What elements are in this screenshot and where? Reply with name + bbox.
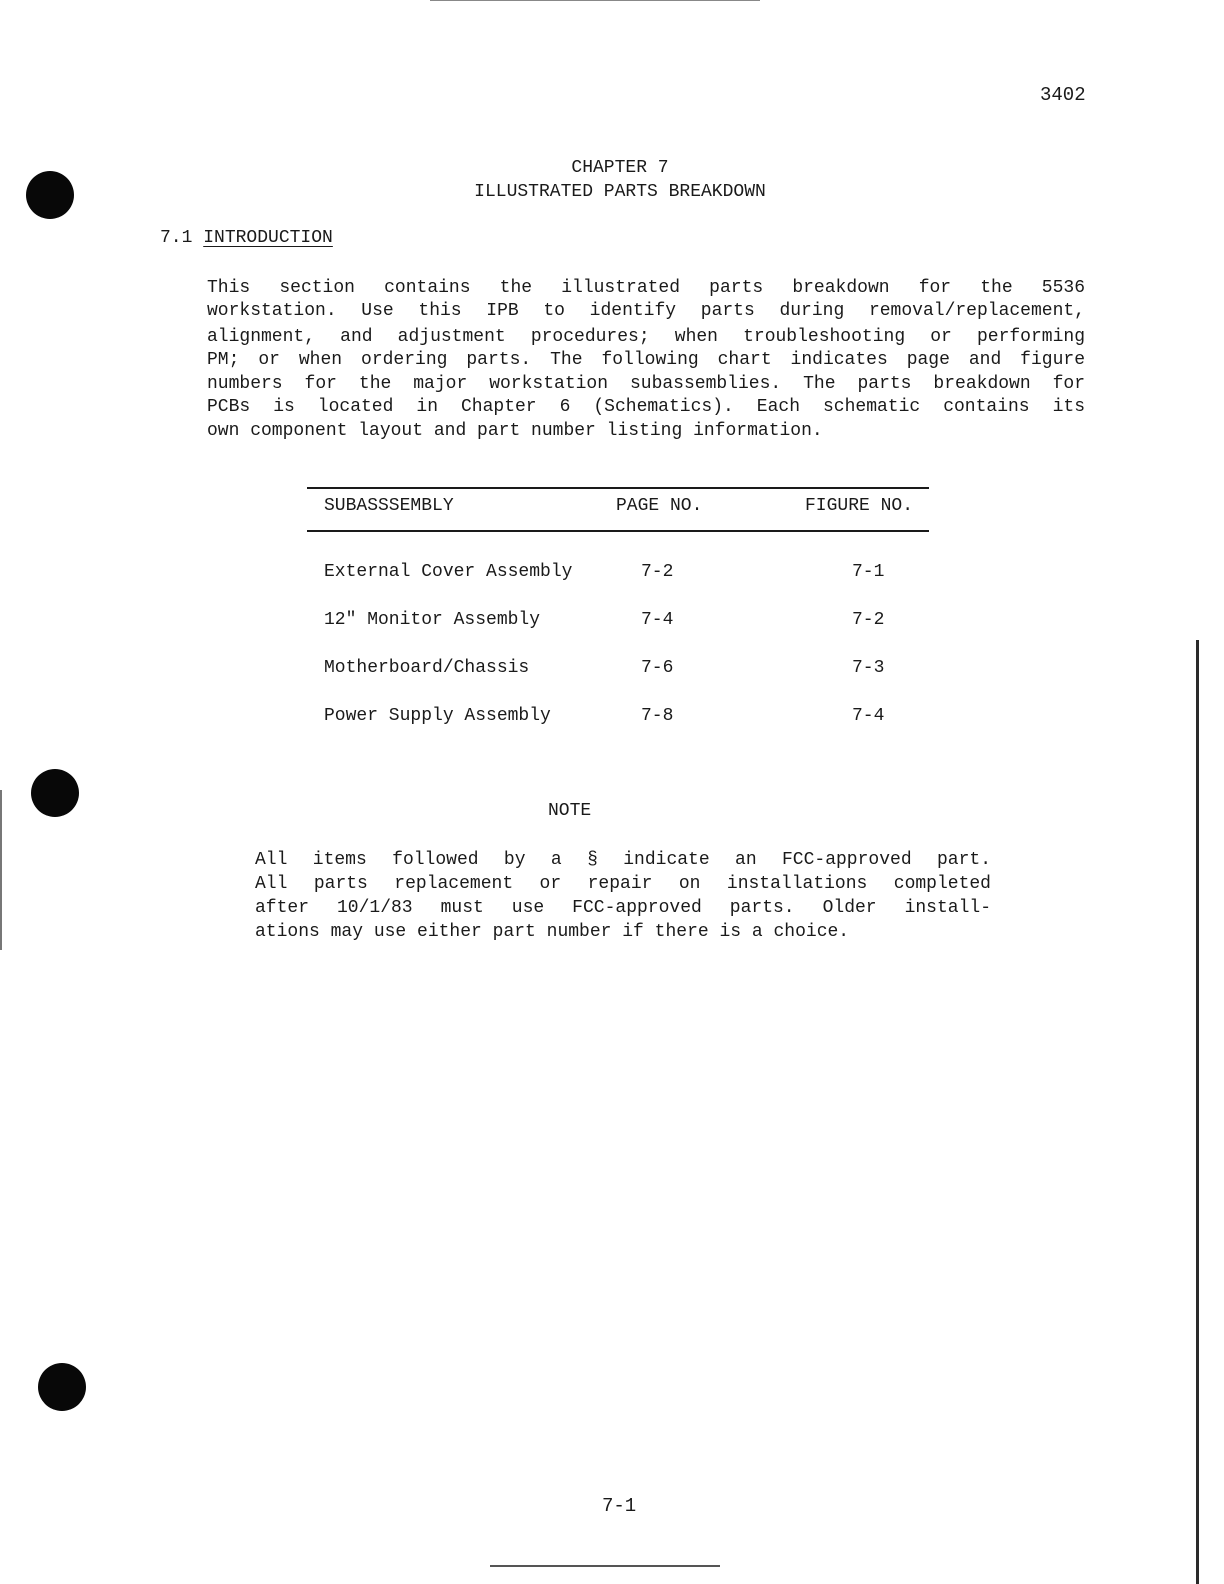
note-line: ations may use either part number if there is a choice.	[255, 922, 850, 942]
chapter-title: ILLUSTRATED PARTS BREAKDOWN	[474, 182, 766, 202]
section-heading	[160, 228, 333, 248]
scan-edge-left	[0, 790, 2, 950]
table-row-figure: 7-4	[852, 706, 885, 726]
page-identifier: 3402	[1040, 84, 1086, 106]
table-row-subassembly: Motherboard/Chassis	[324, 658, 530, 678]
section-number: 7.1	[160, 228, 193, 248]
table-row-subassembly: 12" Monitor Assembly	[324, 610, 541, 630]
section-title: INTRODUCTION	[203, 228, 333, 248]
intro-line: This section contains the illustrated parts breakdown for the 5536	[207, 278, 1085, 298]
header-subassembly: SUBASSSEMBLY	[324, 496, 454, 516]
punch-hole-middle	[31, 769, 79, 817]
note-line: after 10/1/83 must use FCC-approved parts. Older install-	[255, 898, 991, 918]
table-row-figure: 7-2	[852, 610, 885, 630]
table-row-figure: 7-3	[852, 658, 885, 678]
table-row-subassembly: Power Supply Assembly	[324, 706, 551, 726]
intro-line: alignment, and adjustment procedures; when troubleshooting or performing	[207, 327, 1085, 347]
note-heading: NOTE	[548, 801, 592, 821]
intro-line: numbers for the major workstation subassemblies. The parts breakdown for	[207, 374, 1085, 394]
table-header-rule	[307, 530, 929, 532]
table-row-page: 7-4	[641, 610, 674, 630]
table-top-rule	[307, 487, 929, 489]
table-row-page: 7-6	[641, 658, 674, 678]
table-row-subassembly: External Cover Assembly	[324, 562, 573, 582]
table-row-figure: 7-1	[852, 562, 885, 582]
punch-hole-bottom	[38, 1363, 86, 1411]
footer-page-number: 7-1	[602, 1495, 637, 1517]
scan-edge-right	[1196, 640, 1199, 1584]
intro-line: own component layout and part number listing information.	[207, 421, 823, 441]
chapter-label: CHAPTER 7	[571, 158, 669, 178]
intro-line: PM; or when ordering parts. The following chart indicates page and figure	[207, 350, 1085, 370]
note-line: All parts replacement or repair on installations completed	[255, 874, 991, 894]
header-figure-no: FIGURE NO.	[805, 496, 914, 516]
scan-edge-top	[430, 0, 760, 1]
table-row-page: 7-2	[641, 562, 674, 582]
scan-edge-bottom	[490, 1565, 720, 1567]
intro-line: PCBs is located in Chapter 6 (Schematics). Each schematic contains its	[207, 397, 1085, 417]
note-line: All items followed by a § indicate an FCC-approved part.	[255, 850, 991, 870]
table-row-page: 7-8	[641, 706, 674, 726]
header-page-no: PAGE NO.	[616, 496, 703, 516]
intro-line: workstation. Use this IPB to identify parts during removal/replacement,	[207, 301, 1085, 321]
